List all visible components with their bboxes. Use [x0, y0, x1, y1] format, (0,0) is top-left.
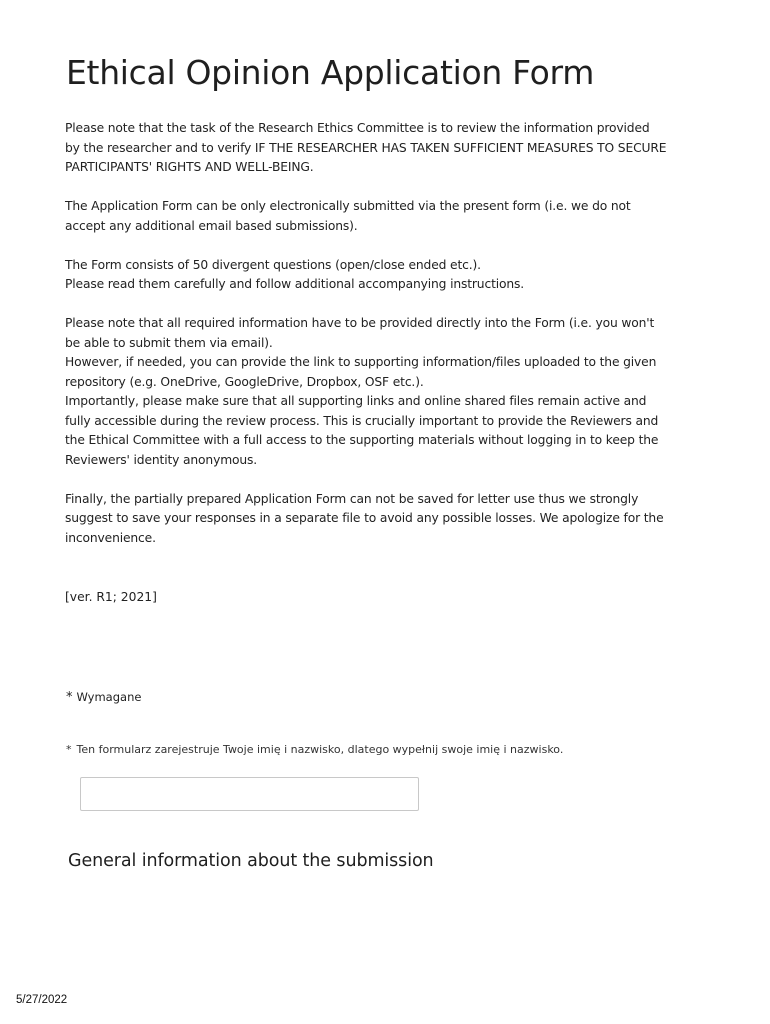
description-line: However, if needed, you can provide the link to supporting information/files uploaded to the given — [65, 355, 657, 369]
description-line: Please read them carefully and follow additional accompanying instructions. — [65, 277, 525, 291]
description-line: accept any additional email based submissions). — [65, 218, 358, 233]
required-label: Wymagane — [76, 690, 142, 704]
description-paragraph-5 — [65, 490, 715, 549]
description-line: be able to submit them via email). — [65, 335, 273, 350]
print-date: 5/27/2022 — [16, 994, 68, 1006]
required-asterisk: * — [66, 690, 73, 705]
description-line: fully accessible during the review process. This is crucially important to provide the Reviewers and — [65, 413, 659, 428]
description-line: by the researcher and to verify IF THE RESEARCHER HAS TAKEN SUFFICIENT MEASURES TO SECURE — [65, 140, 667, 155]
description-line: suggest to save your responses in a separate file to avoid any possible losses. We apologize for the — [65, 511, 664, 525]
description-line: Please note that the task of the Research Ethics Committee is to review the information provided — [65, 121, 650, 135]
name-question-label: Ten formularz zarejestruje Twoje imię i nazwisko, dlatego wypełnij swoje imię i nazwisko. — [76, 743, 564, 756]
description-line: The Form consists of 50 divergent questions (open/close ended etc.). — [65, 257, 481, 272]
required-note — [66, 688, 141, 707]
description-line: Reviewers' identity anonymous. — [65, 452, 258, 467]
description-line: Finally, the partially prepared Application Form can not be saved for letter use thus we strongly — [65, 491, 639, 506]
form-version: [ver. R1; 2021] — [65, 590, 157, 604]
description-line: Please note that all required information have to be provided directly into the Form (i.e. you won't — [65, 316, 655, 330]
form-description — [65, 119, 715, 568]
description-line: Importantly, please make sure that all supporting links and online shared files remain active and — [65, 394, 647, 408]
description-paragraph-2 — [65, 197, 715, 236]
form-title: Ethical Opinion Application Form — [66, 53, 595, 92]
description-line: PARTICIPANTS' RIGHTS AND WELL-BEING. — [65, 160, 314, 174]
description-line: The Application Form can be only electronically submitted via the present form (i.e. we do not — [65, 199, 631, 213]
description-line: repository (e.g. OneDrive, GoogleDrive, Dropbox, OSF etc.). — [65, 374, 424, 389]
required-asterisk: * — [66, 743, 72, 756]
name-question — [66, 741, 563, 758]
section-title: General information about the submission — [68, 851, 434, 871]
description-line: inconvenience. — [65, 530, 156, 545]
description-paragraph-4 — [65, 314, 715, 470]
description-paragraph-3 — [65, 256, 715, 295]
description-paragraph-1 — [65, 119, 715, 178]
description-line: the Ethical Committee with a full access to the supporting materials without logging in to keep the — [65, 433, 659, 447]
name-input[interactable] — [80, 777, 419, 811]
